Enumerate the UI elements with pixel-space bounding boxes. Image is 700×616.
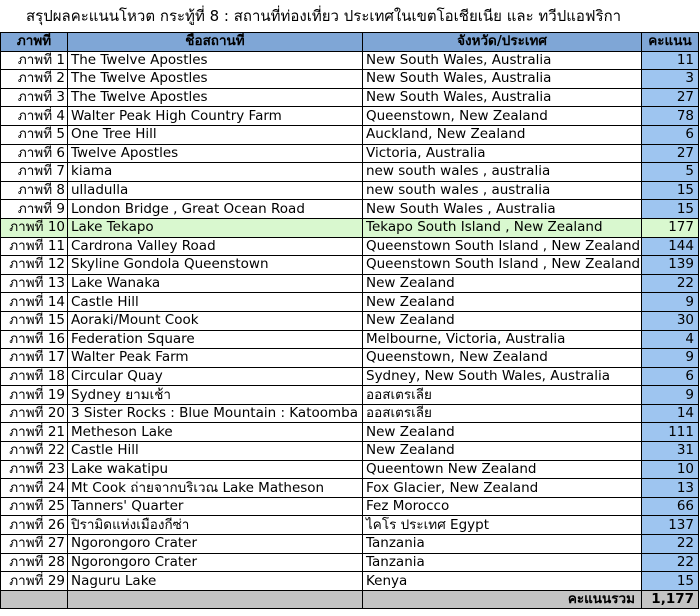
row-number: ภาพที่ 6 xyxy=(1,144,68,163)
place-location: ออสเตรเลีย xyxy=(363,404,642,423)
row-number: ภาพที่ 11 xyxy=(1,237,68,256)
vote-score: 78 xyxy=(642,107,699,126)
table-row xyxy=(1,442,699,461)
row-number: ภาพที่ 17 xyxy=(1,349,68,368)
place-name: The Twelve Apostles xyxy=(68,70,363,89)
place-name: Sydney ยามเช้า xyxy=(68,386,363,405)
vote-score: 6 xyxy=(642,125,699,144)
vote-score: 3 xyxy=(642,70,699,89)
table-row xyxy=(1,51,699,70)
place-location: Tanzania xyxy=(363,535,642,554)
vote-score: 15 xyxy=(642,181,699,200)
table-row xyxy=(1,516,699,535)
column-header-name: ชื่อสถานที่ xyxy=(68,33,363,52)
place-name: Ngorongoro Crater xyxy=(68,535,363,554)
row-number: ภาพที่ 7 xyxy=(1,163,68,182)
place-name: Walter Peak High Country Farm xyxy=(68,107,363,126)
place-location: Auckland, New Zealand xyxy=(363,125,642,144)
table-row xyxy=(1,293,699,312)
vote-score: 15 xyxy=(642,572,699,591)
place-name: Castle Hill xyxy=(68,442,363,461)
place-name: Twelve Apostles xyxy=(68,144,363,163)
vote-score: 139 xyxy=(642,256,699,275)
row-number: ภาพที่ 21 xyxy=(1,423,68,442)
vote-score: 66 xyxy=(642,497,699,516)
place-name: 3 Sister Rocks : Blue Mountain : Katoomba xyxy=(68,404,363,423)
vote-score: 30 xyxy=(642,311,699,330)
table-row xyxy=(1,181,699,200)
table-row xyxy=(1,256,699,275)
place-location: New Zealand xyxy=(363,311,642,330)
table-row xyxy=(1,553,699,572)
row-number: ภาพที่ 29 xyxy=(1,572,68,591)
place-location: Melbourne, Victoria, Australia xyxy=(363,330,642,349)
vote-results-table xyxy=(0,32,699,609)
vote-score: 22 xyxy=(642,553,699,572)
total-label: คะแนนรวม xyxy=(363,590,642,609)
row-number: ภาพที่ 3 xyxy=(1,88,68,107)
row-number: ภาพที่ 8 xyxy=(1,181,68,200)
row-number: ภาพที่ 13 xyxy=(1,274,68,293)
place-name: Lake Tekapo xyxy=(68,218,363,237)
row-number: ภาพที่ 20 xyxy=(1,404,68,423)
place-location: New Zealand xyxy=(363,274,642,293)
total-blank xyxy=(68,590,363,609)
total-row xyxy=(1,590,699,609)
vote-score: 14 xyxy=(642,404,699,423)
vote-score: 5 xyxy=(642,163,699,182)
table-row xyxy=(1,144,699,163)
place-location: Tanzania xyxy=(363,553,642,572)
row-number: ภาพที่ 24 xyxy=(1,479,68,498)
vote-score: 11 xyxy=(642,51,699,70)
row-number: ภาพที่ 19 xyxy=(1,386,68,405)
total-value: 1,177 xyxy=(642,590,699,609)
vote-score: 4 xyxy=(642,330,699,349)
table-row xyxy=(1,107,699,126)
row-number: ภาพที่ 26 xyxy=(1,516,68,535)
place-location: Tekapo South Island , New Zealand xyxy=(363,218,642,237)
place-location: New South Wales , Australia xyxy=(363,200,642,219)
vote-score: 31 xyxy=(642,442,699,461)
table-row xyxy=(1,200,699,219)
table-row xyxy=(1,367,699,386)
place-name: Walter Peak Farm xyxy=(68,349,363,368)
row-number: ภาพที่ 18 xyxy=(1,367,68,386)
vote-score: 6 xyxy=(642,367,699,386)
place-location: ออสเตรเลีย xyxy=(363,386,642,405)
place-name: Circular Quay xyxy=(68,367,363,386)
row-number: ภาพที่ 2 xyxy=(1,70,68,89)
vote-score: 13 xyxy=(642,479,699,498)
place-location: Queenstown South Island , New Zealand xyxy=(363,237,642,256)
table-row xyxy=(1,535,699,554)
place-location: Queenstown South Island , New Zealand xyxy=(363,256,642,275)
vote-score: 137 xyxy=(642,516,699,535)
place-name: Mt Cook ถ่ายจากบริเวณ Lake Matheson xyxy=(68,479,363,498)
table-row xyxy=(1,386,699,405)
place-location: Fez Morocco xyxy=(363,497,642,516)
table-row xyxy=(1,460,699,479)
table-row xyxy=(1,237,699,256)
place-location: Queenstown, New Zealand xyxy=(363,107,642,126)
table-row xyxy=(1,349,699,368)
total-blank xyxy=(1,590,68,609)
table-row xyxy=(1,423,699,442)
table-header-row xyxy=(1,33,699,52)
table-row xyxy=(1,497,699,516)
place-location: New South Wales, Australia xyxy=(363,70,642,89)
vote-score: 22 xyxy=(642,274,699,293)
place-name: The Twelve Apostles xyxy=(68,51,363,70)
place-name: London Bridge , Great Ocean Road xyxy=(68,200,363,219)
place-location: Queenstown, New Zealand xyxy=(363,349,642,368)
place-location: New Zealand xyxy=(363,442,642,461)
column-header-score: คะแนน xyxy=(642,33,699,52)
page-title: สรุปผลคะแนนโหวต กระทู้ที่ 8 : สถานที่ท่องเที่ยว ประเทศในเขตโอเชียเนีย และ ทวีปแอฟริกา xyxy=(26,7,622,25)
place-name: Cardrona Valley Road xyxy=(68,237,363,256)
row-number: ภาพที่ 23 xyxy=(1,460,68,479)
place-name: The Twelve Apostles xyxy=(68,88,363,107)
row-number: ภาพที่ 9 xyxy=(1,200,68,219)
place-location: Queentown New Zealand xyxy=(363,460,642,479)
row-number: ภาพที่ 1 xyxy=(1,51,68,70)
row-number: ภาพที่ 25 xyxy=(1,497,68,516)
place-location: new south wales , australia xyxy=(363,163,642,182)
row-number: ภาพที่ 15 xyxy=(1,311,68,330)
place-name: Skyline Gondola Queenstown xyxy=(68,256,363,275)
place-location: New Zealand xyxy=(363,293,642,312)
row-number: ภาพที่ 4 xyxy=(1,107,68,126)
place-name: Castle Hill xyxy=(68,293,363,312)
place-name: Federation Square xyxy=(68,330,363,349)
row-number: ภาพที่ 27 xyxy=(1,535,68,554)
place-location: ไคโร ประเทศ Egypt xyxy=(363,516,642,535)
table-row xyxy=(1,404,699,423)
row-number: ภาพที่ 22 xyxy=(1,442,68,461)
place-location: Fox Glacier, New Zealand xyxy=(363,479,642,498)
vote-score: 9 xyxy=(642,293,699,312)
place-location: Kenya xyxy=(363,572,642,591)
table-row xyxy=(1,163,699,182)
table-row xyxy=(1,274,699,293)
row-number: ภาพที่ 14 xyxy=(1,293,68,312)
place-name: One Tree Hill xyxy=(68,125,363,144)
row-number: ภาพที่ 16 xyxy=(1,330,68,349)
vote-score: 15 xyxy=(642,200,699,219)
place-name: Metheson Lake xyxy=(68,423,363,442)
place-location: New South Wales, Australia xyxy=(363,88,642,107)
place-name: Aoraki/Mount Cook xyxy=(68,311,363,330)
vote-score: 27 xyxy=(642,88,699,107)
vote-score: 177 xyxy=(642,218,699,237)
place-name: Lake Wanaka xyxy=(68,274,363,293)
column-header-location: จังหวัด/ประเทศ xyxy=(363,33,642,52)
table-row xyxy=(1,479,699,498)
vote-score: 9 xyxy=(642,386,699,405)
table-row xyxy=(1,311,699,330)
place-name: Ngorongoro Crater xyxy=(68,553,363,572)
place-name: kiama xyxy=(68,163,363,182)
row-number: ภาพที่ 12 xyxy=(1,256,68,275)
row-number: ภาพที่ 28 xyxy=(1,553,68,572)
table-row xyxy=(1,125,699,144)
table-row xyxy=(1,572,699,591)
place-location: Sydney, New South Wales, Australia xyxy=(363,367,642,386)
place-location: new south wales , australia xyxy=(363,181,642,200)
place-location: New South Wales, Australia xyxy=(363,51,642,70)
table-row xyxy=(1,88,699,107)
column-header-no: ภาพที่ xyxy=(1,33,68,52)
place-location: New Zealand xyxy=(363,423,642,442)
place-name: Naguru Lake xyxy=(68,572,363,591)
place-name: Tanners' Quarter xyxy=(68,497,363,516)
place-name: ulladulla xyxy=(68,181,363,200)
vote-score: 9 xyxy=(642,349,699,368)
vote-score: 27 xyxy=(642,144,699,163)
vote-score: 144 xyxy=(642,237,699,256)
row-number: ภาพที่ 10 xyxy=(1,218,68,237)
table-row xyxy=(1,70,699,89)
table-row xyxy=(1,330,699,349)
vote-score: 22 xyxy=(642,535,699,554)
place-name: ปิรามิดแห่งเมืองกีซ่า xyxy=(68,516,363,535)
place-name: Lake wakatipu xyxy=(68,460,363,479)
vote-score: 10 xyxy=(642,460,699,479)
place-location: Victoria, Australia xyxy=(363,144,642,163)
vote-score: 111 xyxy=(642,423,699,442)
table-row xyxy=(1,218,699,237)
row-number: ภาพที่ 5 xyxy=(1,125,68,144)
